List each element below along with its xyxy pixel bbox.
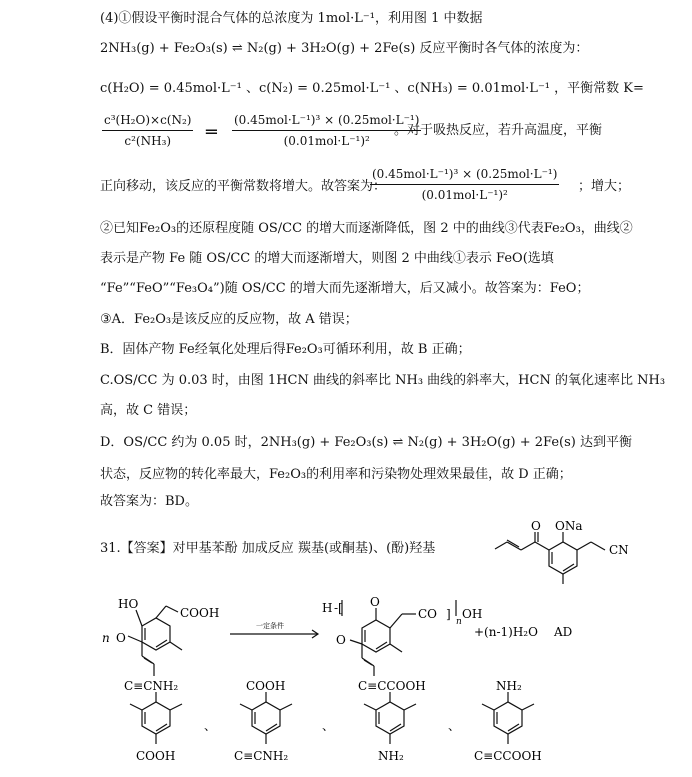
text-line-2: 2NH₃(g) + Fe₂O₃(s) ⇌ N₂(g) + 3H₂O(g) + 2Fe(s) 反应平衡时各气体的浓度为： [100, 41, 589, 56]
isomer-structures [96, 676, 686, 774]
k-lhs-denominator: c²(NH₃) [124, 134, 172, 148]
structure-top-right [475, 520, 680, 592]
isomer-4-top: NH₂ [496, 679, 522, 693]
bracket-close: ] [446, 607, 451, 621]
left-cooh-label: COOH [180, 606, 220, 620]
isomer-4-bottom: C≡CCOOH [474, 749, 542, 763]
isomer-3-bottom: NH₂ [378, 749, 404, 763]
k-rhs-numerator: (0.45mol·L⁻¹)³ × (0.25mol·L⁻¹) [232, 112, 421, 131]
ona-label: ONa [555, 520, 583, 533]
answer-ad: AD [554, 625, 573, 639]
k-lhs-fraction [102, 112, 193, 149]
arrow-condition-label: 一定条件 [256, 622, 284, 630]
polymer-reaction [96, 590, 686, 678]
k-rhs-fraction [232, 112, 421, 149]
text-line-13: D．OS/CC 约为 0.05 时，2NH₃(g) + Fe₂O₃(s) ⇌ N₂(g) + 3H₂O(g) + 2Fe(s) 达到平衡 [100, 435, 633, 450]
text-line-6: ②已知Fe₂O₃的还原程度随 OS/CC 的增大而逐渐降低，图 2 中的曲线③代表Fe₂O₃，曲线② [100, 221, 633, 236]
text-line-4-tail: 。对于吸热反应，若升高温度，平衡 [394, 123, 603, 138]
equals-sign: ═ [206, 122, 217, 143]
answer-k-numerator: (0.45mol·L⁻¹)³ × (0.25mol·L⁻¹) [370, 166, 559, 185]
text-line-5-head: 正向移动，该反应的平衡常数将增大。故答案为： [100, 179, 387, 194]
separator-3: 、 [448, 719, 461, 733]
text-line-1: (4)①假设平衡时混合气体的总浓度为 1mol·L⁻¹，利用图 1 中数据 [100, 11, 483, 26]
text-line-10: B．固体产物 Fe经氧化处理后得Fe₂O₃可循环利用，故 B 正确； [100, 342, 471, 357]
text-line-11: C.OS/CC 为 0.03 时，由图 1HCN 曲线的斜率比 NH₃ 曲线的斜率大，HCN 的氧化速率比 NH₃ [100, 373, 666, 388]
text-line-9: ③A．Fe₂O₃是该反应的反应物，故 A 错误； [100, 312, 358, 327]
k-lhs-numerator: c³(H₂O)×c(N₂) [102, 112, 193, 131]
text-line-5-tail: ；增大； [578, 179, 631, 194]
isomer-1-top: C≡CNH₂ [124, 679, 179, 693]
answer-k-fraction [370, 166, 559, 203]
ketone-o-label: O [531, 520, 541, 533]
text-line-15: 故答案为：BD。 [100, 494, 198, 509]
isomer-2-bottom: C≡CNH₂ [234, 749, 289, 763]
separator-2: 、 [322, 719, 335, 733]
water-term: +(n-1)H₂O [474, 625, 538, 639]
k-rhs-denominator: (0.01mol·L⁻¹)² [283, 134, 370, 148]
cn-label: CN [609, 543, 629, 557]
isomer-1-bottom: COOH [136, 749, 176, 763]
ho-label: HO [118, 597, 139, 611]
text-line-8: “Fe”“FeO”“Fe₃O₄”)随 OS/CC 的增大而先逐渐增大，后又减小。故答案为：FeO； [100, 281, 590, 296]
answer-k-denominator: (0.01mol·L⁻¹)² [421, 188, 508, 202]
oh-end-label: OH [462, 607, 483, 621]
question-31-answer: 31.【答案】对甲基苯酚 加成反应 羰基(或酮基)、(酚)羟基 [100, 541, 436, 556]
n-prefix: n [102, 631, 110, 645]
text-line-12: 高，故 C 错误； [100, 403, 197, 418]
text-line-7: 表示是产物 Fe 随 OS/CC 的增大而逐渐增大，则图 2 中曲线①表示 FeO(选填 [100, 251, 554, 266]
separator-1: 、 [204, 719, 217, 733]
bracket-open: -[ [334, 601, 343, 615]
text-line-14: 状态，反应物的转化率最大，Fe₂O₃的利用率和污染物处理效果最佳，故 D 正确； [100, 467, 572, 482]
isomer-2-top: COOH [246, 679, 286, 693]
isomer-3-top: C≡CCOOH [358, 679, 426, 693]
text-line-3: c(H₂O) = 0.45mol·L⁻¹ 、c(N₂) = 0.25mol·L⁻¹ 、c(NH₃) = 0.01mol·L⁻¹ ，平衡常数 K= [100, 81, 644, 96]
ketone-o-right-label: O [336, 633, 346, 647]
left-o-label: O [116, 631, 126, 645]
right-o-label: O [370, 595, 380, 609]
co-label: CO [418, 607, 438, 621]
h-end-label: H [322, 601, 333, 615]
n-subscript: n [456, 617, 462, 627]
